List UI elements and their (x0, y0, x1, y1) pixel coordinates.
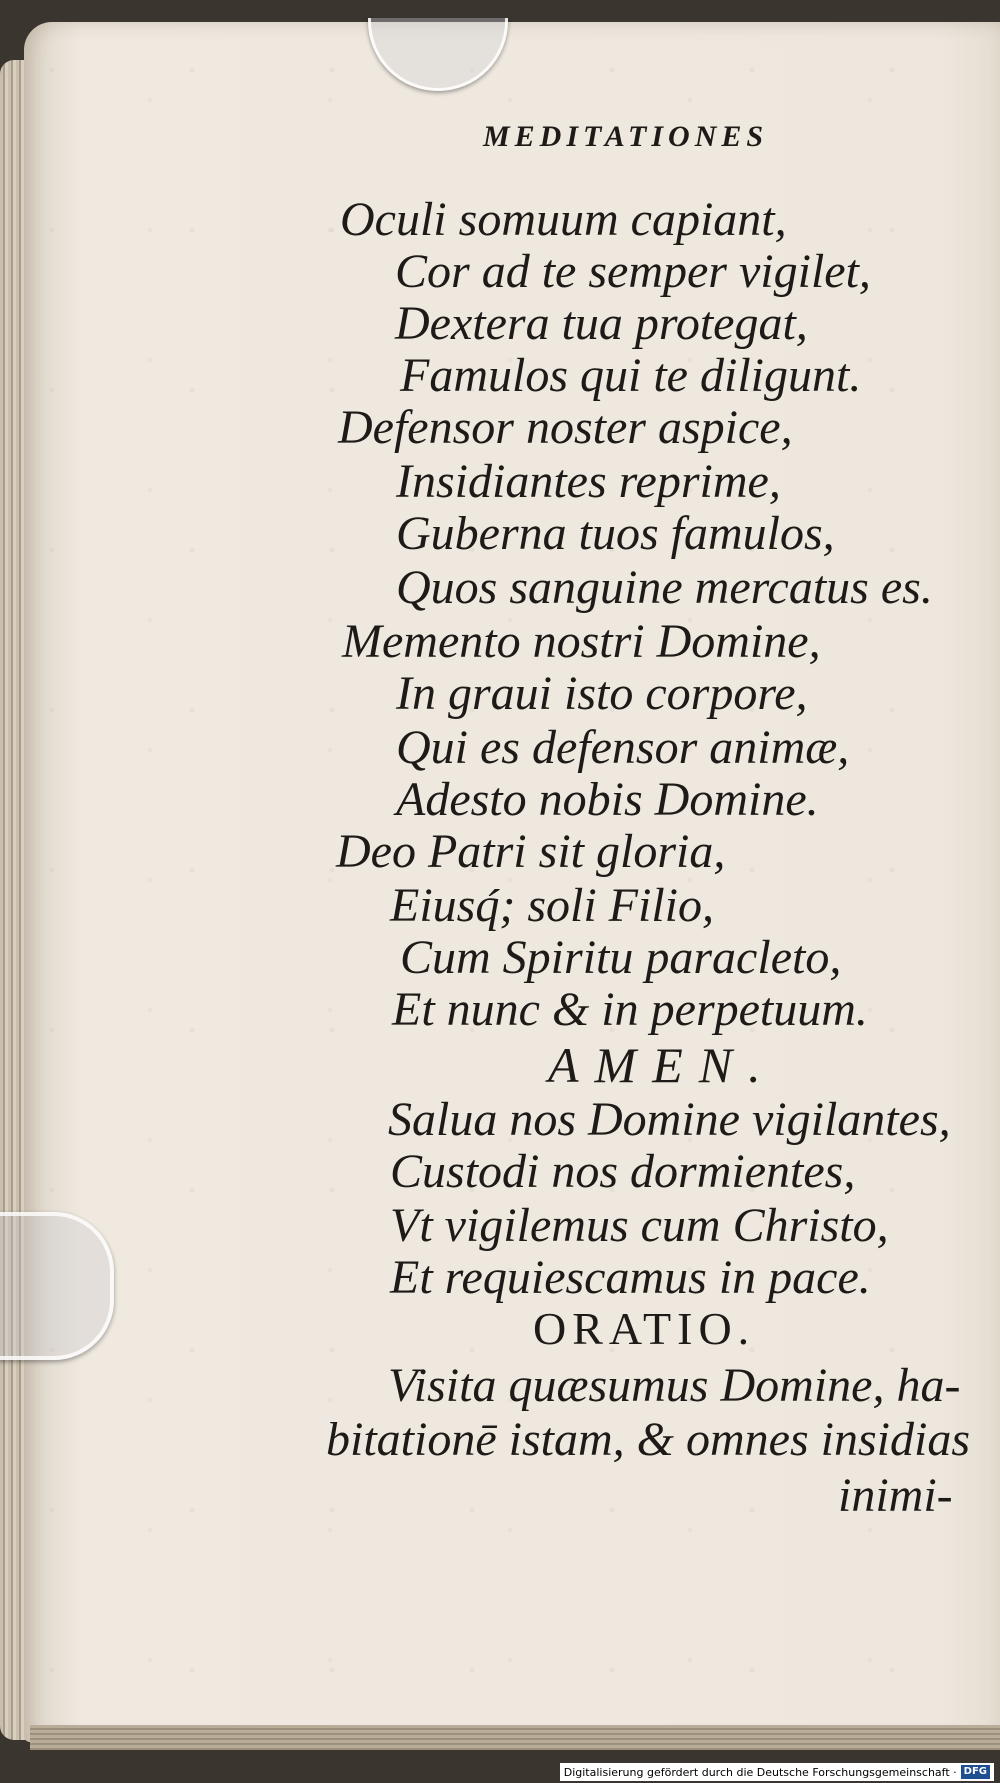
prose-line: Visita quæsumus Domine, ha- (388, 1359, 961, 1412)
verse-line: In graui isto corpore, (396, 667, 808, 720)
verse-line: Famulos qui te diligunt. (400, 349, 862, 402)
oratio-heading: ORATIO. (533, 1303, 756, 1354)
dfg-logo: DFG (961, 1765, 990, 1779)
prose-line: bitationē istam, & omnes insidias (326, 1413, 971, 1466)
verse-line: Cor ad te semper vigilet, (395, 245, 871, 298)
verse-line: Deo Patri sit gloria, (336, 825, 726, 878)
verse-line: Quos sanguine mercatus es. (396, 561, 933, 614)
verse-line: Guberna tuos famulos, (396, 507, 835, 560)
verse-line: Cum Spiritu paracleto, (400, 931, 842, 984)
verse-line: Oculi somuum capiant, (340, 193, 787, 246)
verse-line: Memento nostri Domine, (342, 615, 821, 668)
verse-line: Adesto nobis Domine. (396, 773, 819, 826)
verse-line: Defensor noster aspice, (338, 401, 793, 454)
amen-heading: AMEN. (548, 1037, 777, 1093)
verse-line: Salua nos Domine vigilantes, (388, 1093, 951, 1146)
credit-text: Digitalisierung gefördert durch die Deutsche Forschungsgemeinschaft · (563, 1765, 957, 1779)
catchword: inimi- (838, 1469, 953, 1522)
verse-line: Eiusq́; soli Filio, (390, 879, 714, 932)
verse-line: Insidiantes reprime, (396, 455, 781, 508)
verse-line: Et requiescamus in pace. (390, 1251, 871, 1304)
verse-line: Et nunc & in perpetuum. (392, 983, 868, 1036)
verse-line: Dextera tua protegat, (395, 297, 808, 350)
running-head: MEDITATIONES (483, 120, 769, 153)
digitization-credit (560, 1763, 994, 1781)
verse-line: Vt vigilemus cum Christo, (390, 1199, 889, 1252)
verse-line: Qui es defensor animæ, (396, 721, 850, 774)
verse-line: Custodi nos dormientes, (390, 1145, 856, 1198)
